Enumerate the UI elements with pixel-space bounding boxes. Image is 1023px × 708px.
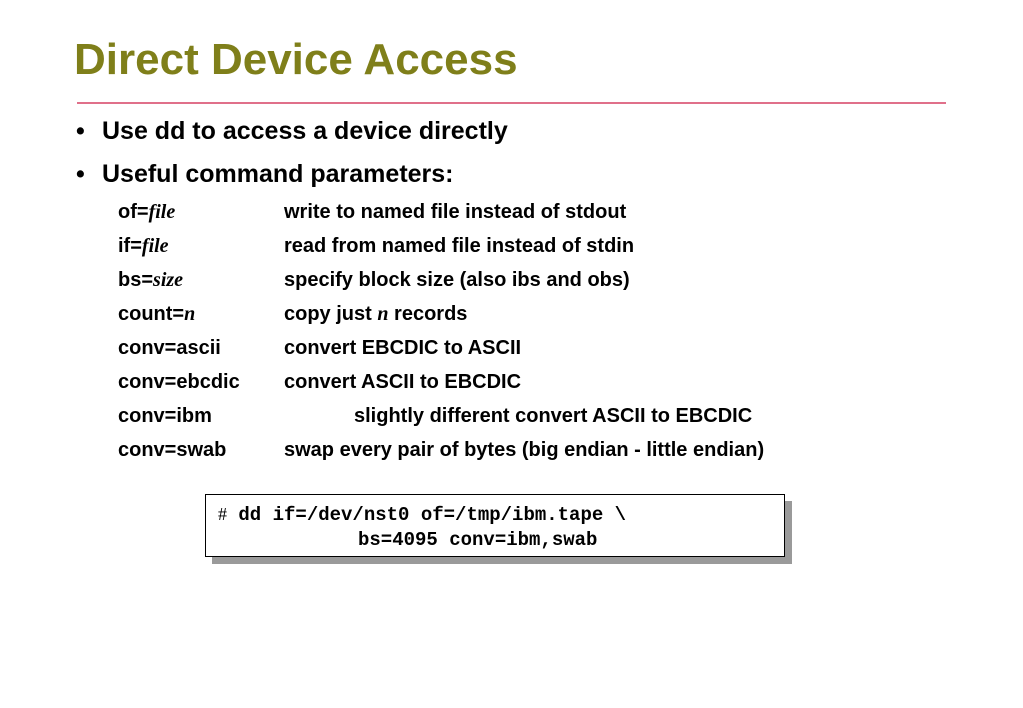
bullet-text: Use dd to access a device directly — [102, 117, 508, 145]
bullet-glyph: • — [76, 117, 85, 145]
param-name: count=n — [118, 303, 196, 325]
param-arg: n — [184, 303, 196, 325]
title-divider — [77, 102, 946, 104]
bullet-item — [76, 162, 454, 187]
param-description: write to named file instead of stdout — [284, 201, 627, 223]
param-name: conv=ebcdic — [118, 371, 240, 393]
param-description: copy just n records — [284, 303, 468, 325]
command-text: dd if=/dev/nst0 of=/tmp/ibm.tape \ — [238, 504, 627, 526]
param-arg: file — [148, 201, 176, 223]
param-name: conv=ibm — [118, 405, 212, 427]
param-description: convert EBCDIC to ASCII — [284, 337, 522, 359]
command-example-box — [205, 494, 785, 557]
param-name: conv=ascii — [118, 337, 221, 359]
param-arg: size — [153, 269, 184, 291]
param-name: of=file — [118, 201, 176, 223]
command-line-1 — [218, 505, 626, 525]
param-description: convert ASCII to EBCDIC — [284, 371, 522, 393]
bullet-glyph: • — [76, 160, 85, 188]
param-description: read from named file instead of stdin — [284, 235, 635, 257]
command-line-2 — [358, 531, 597, 550]
bullet-text: Useful command parameters: — [102, 160, 454, 188]
param-description: slightly different convert ASCII to EBCDIC — [354, 405, 753, 427]
bullet-item — [76, 119, 508, 144]
param-name: if=file — [118, 235, 169, 257]
param-name: conv=swab — [118, 439, 227, 461]
shell-prompt: # — [218, 504, 227, 524]
param-description: specify block size (also ibs and obs) — [284, 269, 630, 291]
slide-title: Direct Device Access — [74, 35, 518, 84]
param-name: bs=size — [118, 269, 184, 291]
param-description: swap every pair of bytes (big endian - little endian) — [284, 439, 765, 461]
command-text: bs=4095 conv=ibm,swab — [358, 529, 598, 551]
param-arg: file — [141, 235, 169, 257]
